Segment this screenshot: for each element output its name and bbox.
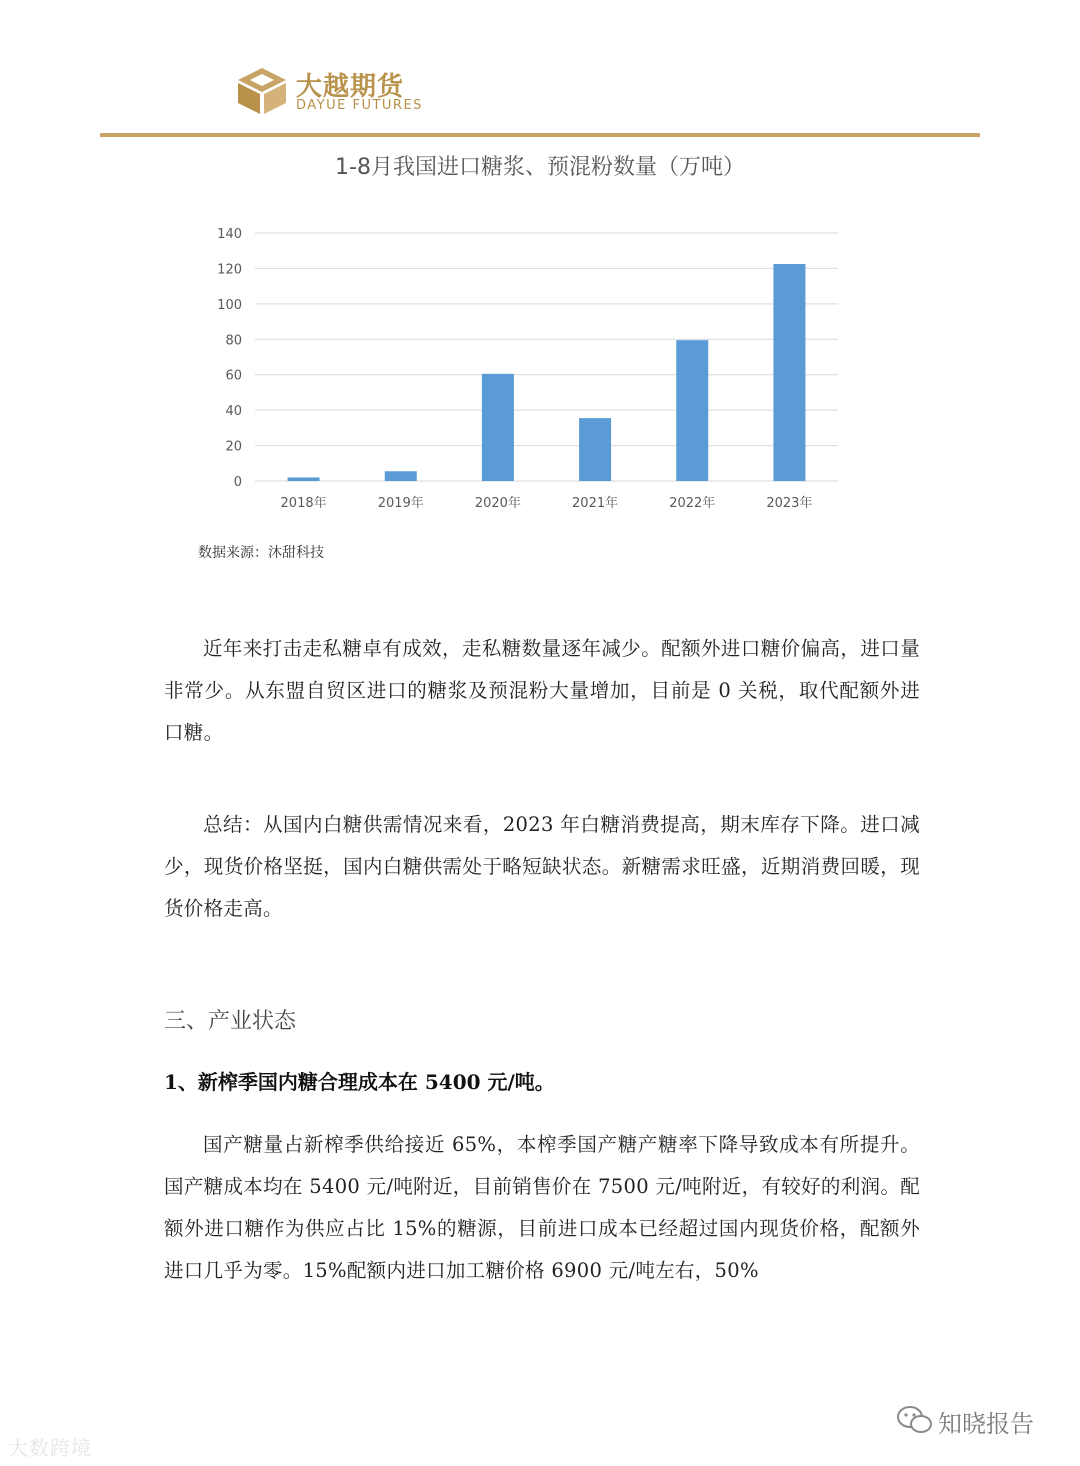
watermark-right [896, 1400, 1056, 1440]
header-divider [100, 133, 980, 137]
x-tick-label: 2023年 [766, 496, 813, 511]
watermark-left: 大数跨境 [8, 1436, 92, 1460]
bar-2023年 [773, 264, 805, 481]
brand-name-en: DAYUE FUTURES [296, 98, 423, 113]
y-tick-label: 120 [217, 262, 242, 278]
chart-title: 1-8月我国进口糖浆、预混粉数量（万吨） [335, 155, 745, 180]
paragraph-smuggling: 近年来打击走私糖卓有成效，走私糖数量逐年减少。配额外进口糖价偏高，进口量非常少。从东盟自贸区进口的糖浆及预混粉大量增加，目前是 0 关税，取代配额外进口糖。 [164, 637, 920, 744]
paragraph-cost: 国产糖量占新榨季供给接近 65%，本榨季国产糖产糖率下降导致成本有所提升。国产糖成本均在 5400 元/吨附近，目前销售价在 7500 元/吨附近，有较好的利润。配额外进口糖作为供应占比 15%的糖源，目前进口成本已经超过国内现货价格，配额外进口几乎为零。15%配额内进口加工糖价格 6900 元/吨左右，50% [164, 1133, 920, 1282]
x-tick-label: 2020年 [474, 496, 521, 511]
sub-title: 1、新榨季国内糖合理成本在 5400 元/吨。 [164, 1070, 555, 1094]
x-tick-label: 2022年 [669, 496, 716, 511]
bar-2019年 [385, 471, 417, 481]
section-title: 三、产业状态 [164, 1009, 297, 1034]
y-tick-label: 80 [225, 333, 242, 349]
y-tick-label: 100 [217, 297, 242, 313]
bar-2020年 [482, 374, 514, 481]
wechat-icon [896, 1404, 934, 1436]
y-tick-label: 20 [225, 439, 242, 455]
x-tick-label: 2019年 [377, 496, 424, 511]
bar-chart [190, 215, 850, 525]
brand-name-cn: 大越期货 [296, 72, 405, 102]
bar-2022年 [676, 340, 708, 481]
bar-2018年 [288, 477, 320, 481]
x-tick-label: 2018年 [280, 496, 327, 511]
y-tick-label: 40 [225, 404, 242, 420]
bar-2021年 [579, 418, 611, 481]
chart-source: 数据来源：沐甜科技 [198, 545, 324, 561]
paragraph-summary: 总结：从国内白糖供需情况来看，2023 年白糖消费提高，期末库存下降。进口减少，现货价格坚挺，国内白糖供需处于略短缺状态。新糖需求旺盛，近期消费回暖，现货价格走高。 [164, 813, 920, 920]
page-header [0, 0, 1080, 140]
y-tick-label: 60 [225, 368, 242, 384]
x-tick-label: 2021年 [572, 496, 619, 511]
y-tick-label: 140 [217, 227, 242, 242]
cube-logo-icon [236, 66, 288, 116]
y-tick-label: 0 [233, 475, 242, 490]
watermark-right-text: 知晓报告 [938, 1410, 1034, 1438]
